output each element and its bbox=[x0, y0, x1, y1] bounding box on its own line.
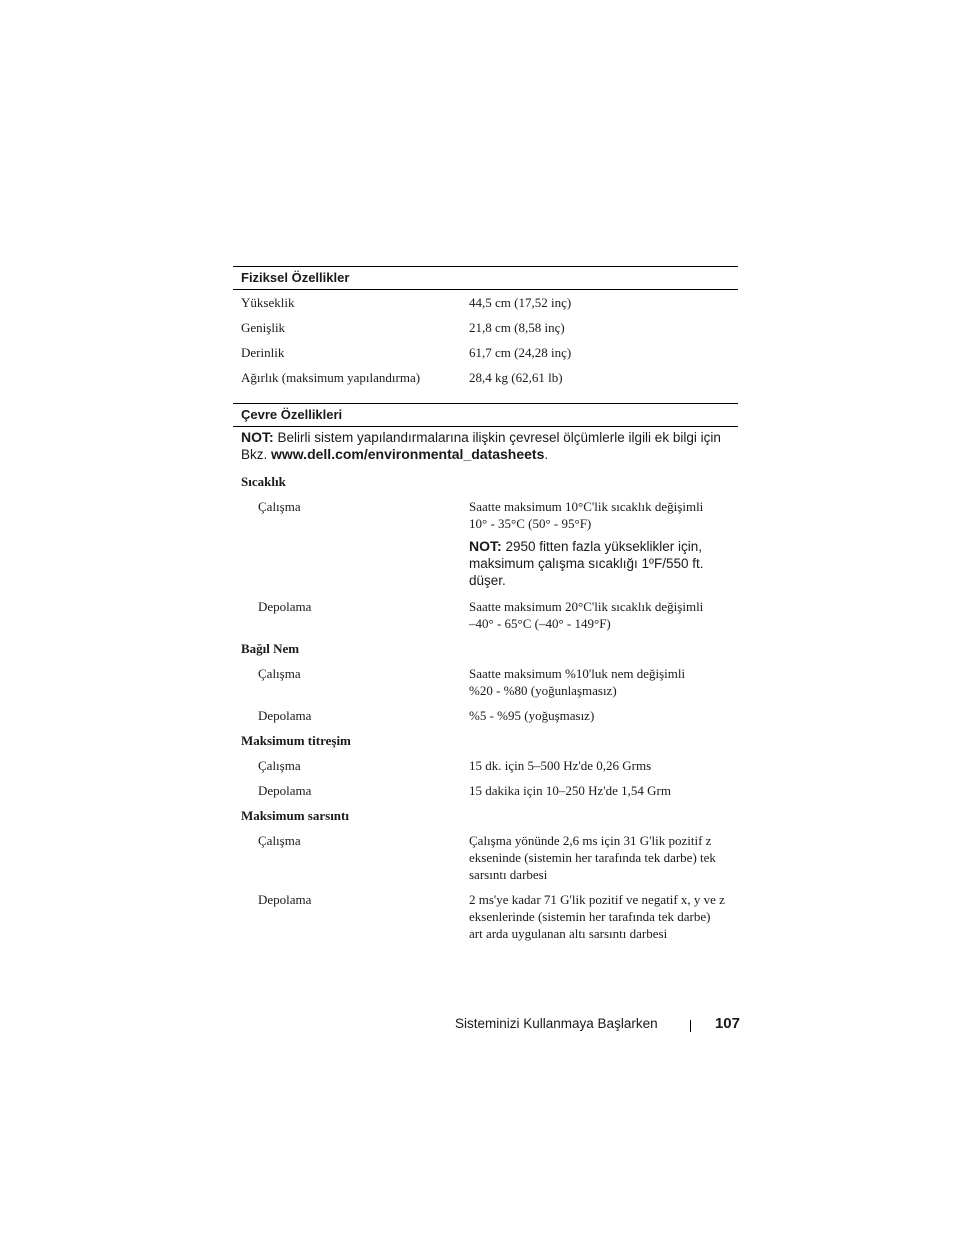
datasheet-link[interactable]: www.dell.com/environmental_datasheets bbox=[271, 446, 545, 462]
page-footer bbox=[455, 1014, 740, 1034]
spec-label: Depolama bbox=[258, 708, 312, 723]
spec-value: 61,7 cm (24,28 inç) bbox=[469, 345, 572, 360]
footer-title: Sisteminizi Kullanmaya Başlarken bbox=[455, 1016, 658, 1031]
humidity-operating-row bbox=[233, 665, 738, 699]
spec-label: Çalışma bbox=[258, 499, 301, 514]
environmental-heading: Çevre Özellikleri bbox=[233, 403, 738, 427]
group-label: Bağıl Nem bbox=[241, 641, 300, 656]
spec-value: 15 dk. için 5–500 Hz'de 0,26 Grms bbox=[469, 758, 652, 773]
physical-heading: Fiziksel Özellikler bbox=[233, 266, 738, 290]
spec-label: Genişlik bbox=[241, 320, 286, 335]
spec-value: 21,8 cm (8,58 inç) bbox=[469, 320, 565, 335]
spec-value: Çalışma yönünde 2,6 ms için 31 G'lik pozitif z ekseninde (sistemin her tarafında tek darbe) tek sarsıntı darbesi bbox=[469, 833, 716, 882]
spec-value: 28,4 kg (62,61 lb) bbox=[469, 370, 563, 385]
temperature-operating-row bbox=[233, 498, 738, 532]
spec-value-line: %20 - %80 (yoğunlaşmasız) bbox=[469, 683, 617, 698]
spec-label: Çalışma bbox=[258, 666, 301, 681]
spec-value-line: –40° - 65°C (–40° - 149°F) bbox=[469, 616, 611, 631]
note-text: Belirli sistem yapılandırmalarına ilişkin çevresel ölçümlerle ilgili ek bilgi için Bkz. bbox=[241, 430, 721, 462]
note-text: 2950 fitten fazla yükseklikler için, maksimum çalışma sıcaklığı 1ºF/550 ft. düşer. bbox=[469, 539, 704, 588]
group-label: Maksimum titreşim bbox=[241, 733, 351, 748]
spec-label: Depolama bbox=[258, 599, 312, 614]
temperature-note bbox=[469, 538, 731, 589]
spec-value-line: Saatte maksimum %10'luk nem değişimli bbox=[469, 666, 686, 681]
page-number: 107 bbox=[714, 1015, 740, 1032]
group-label: Maksimum sarsıntı bbox=[241, 808, 349, 823]
note-end: . bbox=[544, 447, 549, 462]
footer-divider bbox=[690, 1020, 691, 1032]
spec-label: Çalışma bbox=[258, 833, 301, 848]
spec-value-line: Saatte maksimum 20°C'lik sıcaklık değişimli bbox=[469, 599, 704, 614]
spec-value: 2 ms'ye kadar 71 G'lik pozitif ve negatif x, y ve z eksenlerinde (sistemin her tarafında tek darbe) art arda uygulanan altı sarsıntı darbesi bbox=[469, 892, 725, 941]
spec-value: %5 - %95 (yoğuşmasız) bbox=[469, 708, 595, 723]
group-label: Sıcaklık bbox=[241, 474, 286, 489]
shock-operating-row bbox=[233, 832, 738, 883]
spec-value: 15 dakika için 10–250 Hz'de 1,54 Grm bbox=[469, 783, 671, 798]
spec-label: Derinlik bbox=[241, 345, 285, 360]
spec-value-line: Saatte maksimum 10°C'lik sıcaklık değişimli bbox=[469, 499, 704, 514]
spec-label: Ağırlık (maksimum yapılandırma) bbox=[241, 370, 421, 385]
note-label: NOT: bbox=[469, 538, 502, 554]
environmental-note bbox=[241, 429, 731, 463]
temperature-storage-row bbox=[233, 598, 738, 632]
spec-value-line: 10° - 35°C (50° - 95°F) bbox=[469, 516, 592, 531]
spec-label: Çalışma bbox=[258, 758, 301, 773]
spec-label: Yükseklik bbox=[241, 295, 295, 310]
shock-storage-row bbox=[233, 891, 738, 959]
spec-label: Depolama bbox=[258, 783, 312, 798]
spec-value: 44,5 cm (17,52 inç) bbox=[469, 295, 572, 310]
spec-label: Depolama bbox=[258, 892, 312, 907]
note-label: NOT: bbox=[241, 429, 274, 445]
